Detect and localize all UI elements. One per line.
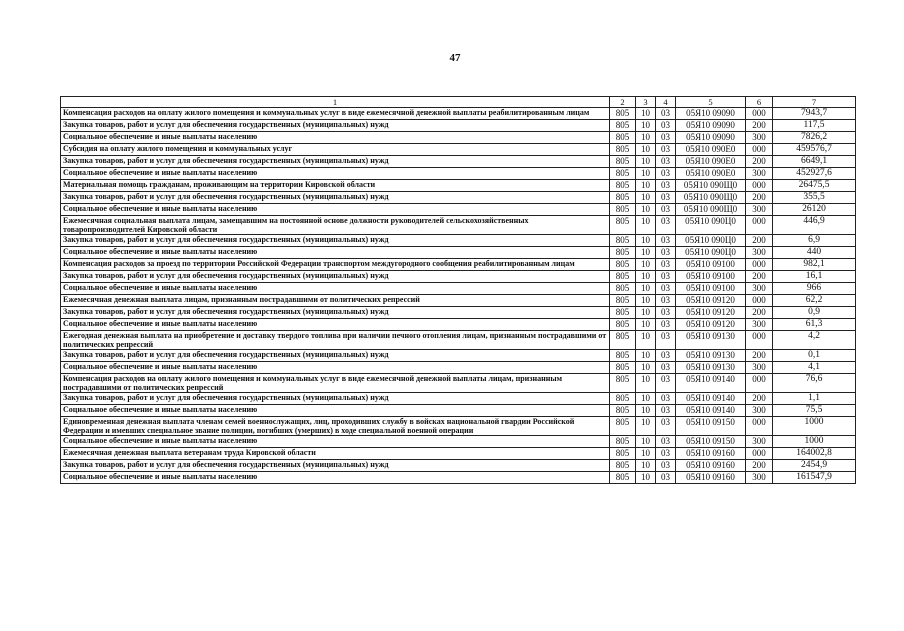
expense-name-cell: Закупка товаров, работ и услуг для обеспечения государственных (муниципальных) нужд	[61, 350, 610, 362]
ministry-code-cell: 805	[610, 216, 636, 235]
subsection-code-cell: 03	[656, 405, 676, 417]
table-row	[61, 307, 856, 319]
table-row	[61, 283, 856, 295]
amount-cell: 452927,6	[773, 168, 856, 180]
ministry-code-cell: 805	[610, 448, 636, 460]
section-code-cell: 10	[636, 350, 656, 362]
section-code-cell: 10	[636, 180, 656, 192]
amount-cell: 7826,2	[773, 132, 856, 144]
amount-cell: 75,5	[773, 405, 856, 417]
amount-cell: 4,2	[773, 331, 856, 350]
target-article-code-cell: 05Я10 090Е0	[676, 156, 746, 168]
amount-cell: 7943,7	[773, 108, 856, 120]
expense-name-cell: Закупка товаров, работ и услуг для обеспечения государственных (муниципальных) нужд	[61, 192, 610, 204]
expense-type-code-cell: 300	[746, 319, 773, 331]
ministry-code-cell: 805	[610, 374, 636, 393]
expense-type-code-cell: 200	[746, 235, 773, 247]
subsection-code-cell: 03	[656, 472, 676, 484]
amount-cell: 4,1	[773, 362, 856, 374]
expense-type-code-cell: 200	[746, 271, 773, 283]
ministry-code-cell: 805	[610, 271, 636, 283]
expense-name-cell: Компенсация расходов за проезд по территории Российской Федерации транспортом междугородного сообщения реабилитированным лицам	[61, 259, 610, 271]
ministry-code-cell: 805	[610, 192, 636, 204]
expense-name-cell: Социальное обеспечение и иные выплаты населению	[61, 405, 610, 417]
ministry-code-cell: 805	[610, 144, 636, 156]
ministry-code-cell: 805	[610, 393, 636, 405]
expense-type-code-cell: 300	[746, 247, 773, 259]
expense-type-code-cell: 300	[746, 168, 773, 180]
expense-type-code-cell: 300	[746, 472, 773, 484]
subsection-code-cell: 03	[656, 295, 676, 307]
section-code-cell: 10	[636, 132, 656, 144]
ministry-code-cell: 805	[610, 331, 636, 350]
section-code-cell: 10	[636, 460, 656, 472]
amount-cell: 164002,8	[773, 448, 856, 460]
expense-type-code-cell: 200	[746, 156, 773, 168]
subsection-code-cell: 03	[656, 216, 676, 235]
subsection-code-cell: 03	[656, 259, 676, 271]
section-code-cell: 10	[636, 331, 656, 350]
subsection-code-cell: 03	[656, 204, 676, 216]
target-article-code-cell: 05Я10 090Щ0	[676, 204, 746, 216]
column-header-6: 6	[746, 97, 773, 108]
expense-name-cell: Социальное обеспечение и иные выплаты населению	[61, 132, 610, 144]
expense-name-cell: Компенсация расходов на оплату жилого помещения и коммунальных услуг в виде ежемесячной денежной выплаты реабилитированным лицам	[61, 108, 610, 120]
section-code-cell: 10	[636, 192, 656, 204]
table-header	[61, 97, 856, 108]
table-row	[61, 405, 856, 417]
expense-name-cell: Социальное обеспечение и иные выплаты населению	[61, 362, 610, 374]
target-article-code-cell: 05Я10 09150	[676, 417, 746, 436]
expense-name-cell: Материальная помощь гражданам, проживающим на территории Кировской области	[61, 180, 610, 192]
amount-cell: 0,1	[773, 350, 856, 362]
target-article-code-cell: 05Я10 09130	[676, 350, 746, 362]
subsection-code-cell: 03	[656, 374, 676, 393]
target-article-code-cell: 05Я10 09140	[676, 374, 746, 393]
expense-type-code-cell: 000	[746, 295, 773, 307]
header-row	[61, 97, 856, 108]
amount-cell: 16,1	[773, 271, 856, 283]
section-code-cell: 10	[636, 216, 656, 235]
table-row	[61, 417, 856, 436]
ministry-code-cell: 805	[610, 180, 636, 192]
subsection-code-cell: 03	[656, 350, 676, 362]
ministry-code-cell: 805	[610, 295, 636, 307]
page-number: 47	[449, 52, 461, 64]
section-code-cell: 10	[636, 120, 656, 132]
expense-type-code-cell: 000	[746, 448, 773, 460]
subsection-code-cell: 03	[656, 331, 676, 350]
ministry-code-cell: 805	[610, 259, 636, 271]
target-article-code-cell: 05Я10 090Щ0	[676, 180, 746, 192]
section-code-cell: 10	[636, 144, 656, 156]
table-row	[61, 295, 856, 307]
table-row	[61, 436, 856, 448]
section-code-cell: 10	[636, 448, 656, 460]
target-article-code-cell: 05Я10 09160	[676, 448, 746, 460]
table-row	[61, 192, 856, 204]
amount-cell: 62,2	[773, 295, 856, 307]
expense-type-code-cell: 200	[746, 307, 773, 319]
amount-cell: 61,3	[773, 319, 856, 331]
section-code-cell: 10	[636, 417, 656, 436]
expense-name-cell: Ежегодная денежная выплата на приобретение и доставку твердого топлива при наличии печного отопления лицам, признанным пострадавшими от политических репрессий	[61, 331, 610, 350]
amount-cell: 2454,9	[773, 460, 856, 472]
amount-cell: 6649,1	[773, 156, 856, 168]
ministry-code-cell: 805	[610, 460, 636, 472]
amount-cell: 966	[773, 283, 856, 295]
expense-name-cell: Закупка товаров, работ и услуг для обеспечения государственных (муниципальных) нужд	[61, 156, 610, 168]
section-code-cell: 10	[636, 108, 656, 120]
column-header-5: 5	[676, 97, 746, 108]
target-article-code-cell: 05Я10 09140	[676, 393, 746, 405]
table-row	[61, 247, 856, 259]
expense-name-cell: Закупка товаров, работ и услуг для обеспечения государственных (муниципальных) нужд	[61, 271, 610, 283]
table-row	[61, 460, 856, 472]
column-header-4: 4	[656, 97, 676, 108]
expense-name-cell: Социальное обеспечение и иные выплаты населению	[61, 436, 610, 448]
amount-cell: 446,9	[773, 216, 856, 235]
amount-cell: 26120	[773, 204, 856, 216]
expense-name-cell: Единовременная денежная выплата членам семей военнослужащих, лиц, проходивших службу в войсках национальной гвардии Российской Федерации и имевших специальное звание полиции, погибших (умерших) в ходе специальной военной операции	[61, 417, 610, 436]
target-article-code-cell: 05Я10 09120	[676, 295, 746, 307]
expense-name-cell: Компенсация расходов на оплату жилого помещения и коммунальных услуг в виде ежемесячной денежной выплаты лицам, признанным пострадавшими от политических репрессий	[61, 374, 610, 393]
target-article-code-cell: 05Я10 09160	[676, 460, 746, 472]
target-article-code-cell: 05Я10 09120	[676, 307, 746, 319]
target-article-code-cell: 05Я10 09100	[676, 271, 746, 283]
section-code-cell: 10	[636, 307, 656, 319]
table-row	[61, 216, 856, 235]
table-row	[61, 259, 856, 271]
expense-name-cell: Закупка товаров, работ и услуг для обеспечения государственных (муниципальных) нужд	[61, 307, 610, 319]
expense-type-code-cell: 000	[746, 180, 773, 192]
target-article-code-cell: 05Я10 09100	[676, 283, 746, 295]
expense-type-code-cell: 300	[746, 204, 773, 216]
column-header-2: 2	[610, 97, 636, 108]
subsection-code-cell: 03	[656, 180, 676, 192]
table-row	[61, 120, 856, 132]
ministry-code-cell: 805	[610, 283, 636, 295]
target-article-code-cell: 05Я10 09120	[676, 319, 746, 331]
subsection-code-cell: 03	[656, 235, 676, 247]
expense-type-code-cell: 300	[746, 132, 773, 144]
column-header-7: 7	[773, 97, 856, 108]
expense-name-cell: Ежемесячная социальная выплата лицам, замещавшим на постоянной основе должности руководителей сельскохозяйственных товаропроизводителей Кировской области	[61, 216, 610, 235]
expense-type-code-cell: 300	[746, 405, 773, 417]
ministry-code-cell: 805	[610, 417, 636, 436]
ministry-code-cell: 805	[610, 204, 636, 216]
amount-cell: 459576,7	[773, 144, 856, 156]
expense-type-code-cell: 300	[746, 436, 773, 448]
ministry-code-cell: 805	[610, 319, 636, 331]
subsection-code-cell: 03	[656, 417, 676, 436]
amount-cell: 355,5	[773, 192, 856, 204]
section-code-cell: 10	[636, 319, 656, 331]
target-article-code-cell: 05Я10 09130	[676, 362, 746, 374]
expense-name-cell: Закупка товаров, работ и услуг для обеспечения государственных (муниципальных) нужд	[61, 460, 610, 472]
table-row	[61, 271, 856, 283]
expense-type-code-cell: 200	[746, 460, 773, 472]
target-article-code-cell: 05Я10 09160	[676, 472, 746, 484]
expense-type-code-cell: 000	[746, 331, 773, 350]
expense-name-cell: Закупка товаров, работ и услуг для обеспечения государственных (муниципальных) нужд	[61, 235, 610, 247]
target-article-code-cell: 05Я10 090Е0	[676, 144, 746, 156]
expense-type-code-cell: 000	[746, 374, 773, 393]
amount-cell: 161547,9	[773, 472, 856, 484]
section-code-cell: 10	[636, 168, 656, 180]
table-row	[61, 180, 856, 192]
target-article-code-cell: 05Я10 090Е0	[676, 168, 746, 180]
section-code-cell: 10	[636, 405, 656, 417]
table-row	[61, 374, 856, 393]
subsection-code-cell: 03	[656, 362, 676, 374]
target-article-code-cell: 05Я10 090Ц0	[676, 247, 746, 259]
subsection-code-cell: 03	[656, 448, 676, 460]
section-code-cell: 10	[636, 204, 656, 216]
subsection-code-cell: 03	[656, 132, 676, 144]
target-article-code-cell: 05Я10 090Щ0	[676, 192, 746, 204]
subsection-code-cell: 03	[656, 393, 676, 405]
table-row	[61, 168, 856, 180]
ministry-code-cell: 805	[610, 108, 636, 120]
subsection-code-cell: 03	[656, 168, 676, 180]
subsection-code-cell: 03	[656, 120, 676, 132]
subsection-code-cell: 03	[656, 436, 676, 448]
ministry-code-cell: 805	[610, 235, 636, 247]
subsection-code-cell: 03	[656, 156, 676, 168]
column-header-3: 3	[636, 97, 656, 108]
expense-type-code-cell: 000	[746, 216, 773, 235]
budget-table	[60, 96, 856, 484]
target-article-code-cell: 05Я10 090Ц0	[676, 235, 746, 247]
section-code-cell: 10	[636, 374, 656, 393]
amount-cell: 76,6	[773, 374, 856, 393]
expense-type-code-cell: 000	[746, 144, 773, 156]
section-code-cell: 10	[636, 393, 656, 405]
table-row	[61, 204, 856, 216]
section-code-cell: 10	[636, 235, 656, 247]
expense-name-cell: Социальное обеспечение и иные выплаты населению	[61, 247, 610, 259]
expense-name-cell: Ежемесячная денежная выплата лицам, признанным пострадавшими от политических репрессий	[61, 295, 610, 307]
expense-type-code-cell: 200	[746, 350, 773, 362]
subsection-code-cell: 03	[656, 108, 676, 120]
ministry-code-cell: 805	[610, 156, 636, 168]
target-article-code-cell: 05Я10 090Ц0	[676, 216, 746, 235]
section-code-cell: 10	[636, 472, 656, 484]
expense-type-code-cell: 300	[746, 362, 773, 374]
amount-cell: 982,1	[773, 259, 856, 271]
table-row	[61, 235, 856, 247]
expense-type-code-cell: 300	[746, 283, 773, 295]
amount-cell: 26475,5	[773, 180, 856, 192]
column-header-1: 1	[61, 97, 610, 108]
amount-cell: 117,5	[773, 120, 856, 132]
ministry-code-cell: 805	[610, 362, 636, 374]
ministry-code-cell: 805	[610, 132, 636, 144]
amount-cell: 0,9	[773, 307, 856, 319]
section-code-cell: 10	[636, 436, 656, 448]
target-article-code-cell: 05Я10 09130	[676, 331, 746, 350]
expense-type-code-cell: 200	[746, 120, 773, 132]
amount-cell: 1,1	[773, 393, 856, 405]
table-row	[61, 350, 856, 362]
ministry-code-cell: 805	[610, 168, 636, 180]
expense-name-cell: Социальное обеспечение и иные выплаты населению	[61, 319, 610, 331]
target-article-code-cell: 05Я10 09140	[676, 405, 746, 417]
subsection-code-cell: 03	[656, 319, 676, 331]
expense-type-code-cell: 000	[746, 259, 773, 271]
target-article-code-cell: 05Я10 09090	[676, 132, 746, 144]
table-row	[61, 362, 856, 374]
amount-cell: 1000	[773, 417, 856, 436]
expense-name-cell: Социальное обеспечение и иные выплаты населению	[61, 283, 610, 295]
ministry-code-cell: 805	[610, 436, 636, 448]
subsection-code-cell: 03	[656, 192, 676, 204]
section-code-cell: 10	[636, 247, 656, 259]
expense-name-cell: Социальное обеспечение и иные выплаты населению	[61, 168, 610, 180]
subsection-code-cell: 03	[656, 460, 676, 472]
table-row	[61, 144, 856, 156]
target-article-code-cell: 05Я10 09090	[676, 108, 746, 120]
subsection-code-cell: 03	[656, 283, 676, 295]
amount-cell: 1000	[773, 436, 856, 448]
subsection-code-cell: 03	[656, 247, 676, 259]
section-code-cell: 10	[636, 295, 656, 307]
table-row	[61, 108, 856, 120]
expense-name-cell: Социальное обеспечение и иные выплаты населению	[61, 472, 610, 484]
expense-name-cell: Субсидия на оплату жилого помещения и коммунальных услуг	[61, 144, 610, 156]
subsection-code-cell: 03	[656, 271, 676, 283]
table-row	[61, 132, 856, 144]
subsection-code-cell: 03	[656, 307, 676, 319]
target-article-code-cell: 05Я10 09150	[676, 436, 746, 448]
section-code-cell: 10	[636, 283, 656, 295]
target-article-code-cell: 05Я10 09100	[676, 259, 746, 271]
table-row	[61, 319, 856, 331]
table-row	[61, 472, 856, 484]
subsection-code-cell: 03	[656, 144, 676, 156]
section-code-cell: 10	[636, 156, 656, 168]
section-code-cell: 10	[636, 259, 656, 271]
amount-cell: 440	[773, 247, 856, 259]
table-body	[61, 108, 856, 484]
ministry-code-cell: 805	[610, 247, 636, 259]
table-row	[61, 393, 856, 405]
table-row	[61, 156, 856, 168]
table-row	[61, 448, 856, 460]
section-code-cell: 10	[636, 362, 656, 374]
ministry-code-cell: 805	[610, 120, 636, 132]
ministry-code-cell: 805	[610, 307, 636, 319]
ministry-code-cell: 805	[610, 405, 636, 417]
expense-type-code-cell: 200	[746, 192, 773, 204]
expense-type-code-cell: 000	[746, 417, 773, 436]
expense-name-cell: Закупка товаров, работ и услуг для обеспечения государственных (муниципальных) нужд	[61, 120, 610, 132]
table-row	[61, 331, 856, 350]
expense-type-code-cell: 000	[746, 108, 773, 120]
amount-cell: 6,9	[773, 235, 856, 247]
expense-name-cell: Закупка товаров, работ и услуг для обеспечения государственных (муниципальных) нужд	[61, 393, 610, 405]
section-code-cell: 10	[636, 271, 656, 283]
ministry-code-cell: 805	[610, 350, 636, 362]
expense-type-code-cell: 200	[746, 393, 773, 405]
expense-name-cell: Социальное обеспечение и иные выплаты населению	[61, 204, 610, 216]
ministry-code-cell: 805	[610, 472, 636, 484]
target-article-code-cell: 05Я10 09090	[676, 120, 746, 132]
expense-name-cell: Ежемесячная денежная выплата ветеранам труда Кировской области	[61, 448, 610, 460]
